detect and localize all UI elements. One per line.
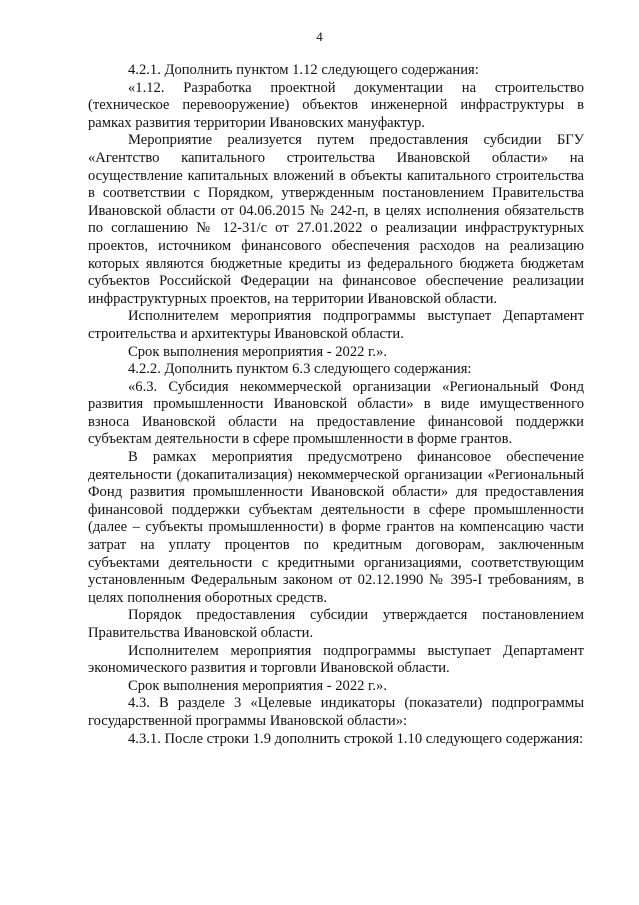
paragraph-executor-construction: Исполнителем мероприятия подпрограммы выступает Департамент строительства и архитектуры Ивановской области. <box>88 308 584 342</box>
paragraph-4-2-1: 4.2.1. Дополнить пунктом 1.12 следующего содержания: <box>128 62 479 78</box>
document-body <box>88 62 584 748</box>
paragraph-item-1-12: «1.12. Разработка проектной документации на строительство (техническое перевооружение) объектов инженерной инфраструктуры в рамках развития территории Ивановских мануфактур. <box>88 79 584 131</box>
paragraph-4-3: 4.3. В разделе 3 «Целевые индикаторы (показатели) подпрограммы государственной программы Ивановской области»: <box>88 695 584 729</box>
paragraph-procedure: Порядок предоставления субсидии утверждается постановлением Правительства Ивановской области. <box>88 607 584 641</box>
paragraph-4-2-2: 4.2.2. Дополнить пунктом 6.3 следующего содержания: <box>128 361 472 378</box>
paragraph-4-3-1: 4.3.1. После строки 1.9 дополнить строкой 1.10 следующего содержания: <box>128 730 584 747</box>
paragraph-deadline-1: Срок выполнения мероприятия - 2022 г.». <box>128 343 387 360</box>
page-number: 4 <box>316 29 323 44</box>
paragraph-item-6-3: «6.3. Субсидия некоммерческой организации «Региональный Фонд развития промышленности Ивановской области» в виде имущественного взноса Ивановской области на предоставление финансовой поддержки субъектам деятельности в сфере промышленности в форме грантов. <box>88 378 584 448</box>
paragraph-subsidy-bgu: Мероприятие реализуется путем предоставления субсидии БГУ «Агентство капитального строительства Ивановской области» на осуществление капитальных вложений в объекты капитального строительства в соответствии с Порядком, утвержденным постановлением Правительства Ивановской области от 04.06.2015 № 242-п, в целях исполнения обязательств по соглашению № 12-31/с от 27.01.2022 о реализации инфраструктурных проектов, источником финансового обеспечения расходов на реализацию которых являются бюджетные кредиты из федерального бюджета бюджетам субъектов Российской Федерации на финансовое обеспечение реализации инфраструктурных проектов, на территории Ивановской области. <box>88 132 584 307</box>
paragraph-executor-economy: Исполнителем мероприятия подпрограммы выступает Департамент экономического развития и торговли Ивановской области. <box>88 642 584 677</box>
paragraph-financing: В рамках мероприятия предусмотрено финансовое обеспечение деятельности (докапитализация) некоммерческой организации «Региональный Фонд развития промышленности Ивановской области» для предоставления финансовой поддержки субъектам деятельности в сфере промышленности (далее – субъекты промышленности) в форме грантов на компенсацию части затрат на уплату процентов по кредитным договорам, заключенным субъектами деятельности с кредитными организациями, соответствующим установленным Федеральным законом от 02.12.1990 № 395-I требованиям, в целях пополнения оборотных средств. <box>88 449 584 606</box>
paragraph-deadline-2: Срок выполнения мероприятия - 2022 г.». <box>128 677 387 694</box>
